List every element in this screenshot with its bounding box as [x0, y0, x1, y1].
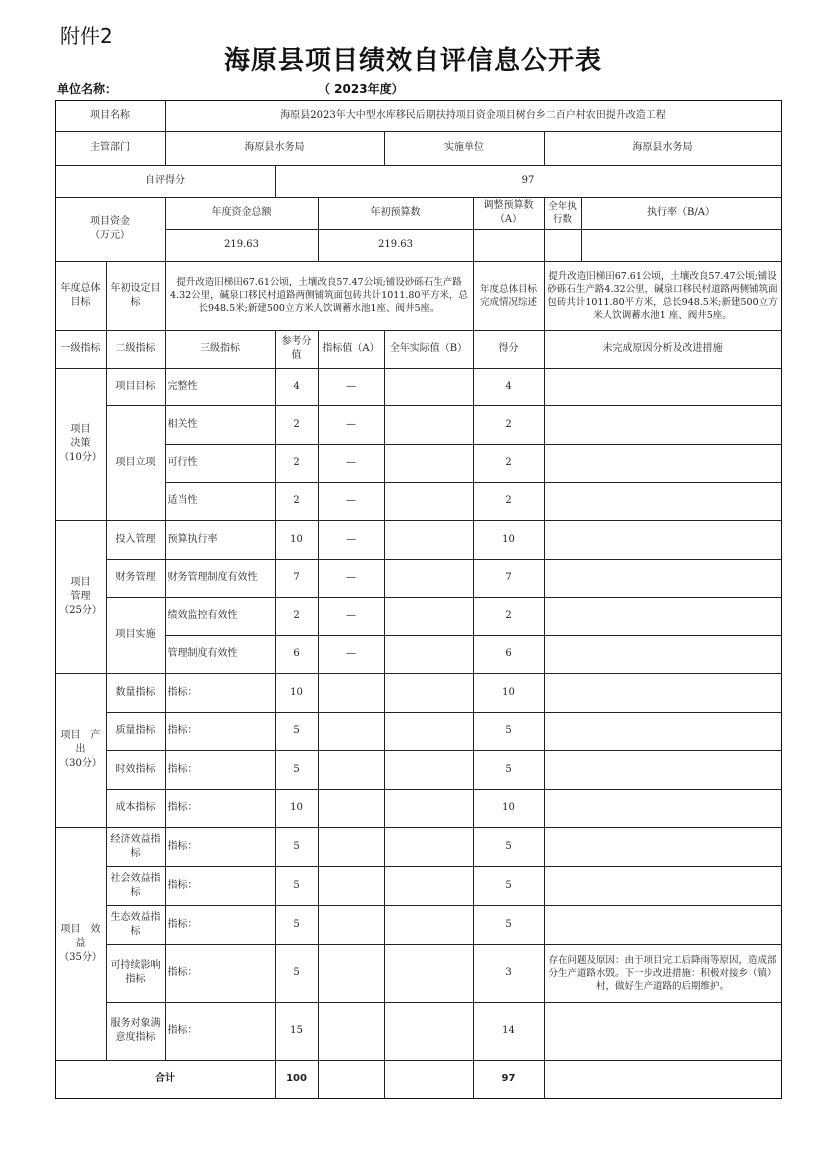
- funds-value: [544, 229, 582, 262]
- level2-indicator: 可持续影响指标: [106, 944, 166, 1003]
- indicator-header: 三级指标: [165, 330, 276, 369]
- score: 2: [473, 482, 545, 521]
- dept-label: 主管部门: [55, 131, 166, 166]
- goal-summary-text: 提升改造旧梯田67.61公顷，土壤改良57.47公顷;铺设砂砾石生产路4.32公里，碱泉口移民村道路两侧铺筑面包砖共计1011.80平方米，总长948.5米;新建500立方米人饮调蓄水池1 座、阀井5座。: [544, 261, 782, 331]
- target-value: —: [318, 635, 385, 674]
- reference-score: 5: [275, 866, 319, 906]
- indicator-header: 得分: [473, 330, 545, 369]
- target-value: —: [318, 482, 385, 521]
- page-title: 海原县项目绩效自评信息公开表: [223, 46, 602, 76]
- level3-indicator: 指标：: [165, 1002, 276, 1061]
- funds-header: 年初预算数: [318, 197, 474, 230]
- target-value: [318, 905, 385, 945]
- project-name-value: 海原县2023年大中型水库移民后期扶持项目资金项目树台乡二百户村农田提升改造工程: [165, 100, 782, 132]
- level1-indicator: 项目 管理 （25分）: [55, 520, 107, 674]
- improvement-note: [544, 597, 782, 636]
- actual-value: [384, 827, 474, 867]
- total-score: 97: [473, 1060, 545, 1099]
- improvement-note: [544, 712, 782, 751]
- score: 5: [473, 866, 545, 906]
- level2-indicator: 生态效益指标: [106, 905, 166, 945]
- score: 2: [473, 405, 545, 445]
- improvement-note: [544, 673, 782, 713]
- target-value: [318, 673, 385, 713]
- target-value: —: [318, 405, 385, 445]
- reference-score: 6: [275, 635, 319, 674]
- improvement-note: [544, 559, 782, 598]
- indicator-header: 全年实际值（B）: [384, 330, 474, 369]
- score: 10: [473, 520, 545, 560]
- level2-indicator: 经济效益指标: [106, 827, 166, 867]
- target-value: —: [318, 444, 385, 483]
- project-name-label: 项目名称: [55, 100, 166, 132]
- actual-value: [384, 944, 474, 1003]
- reference-score: 2: [275, 482, 319, 521]
- level3-indicator: 预算执行率: [165, 520, 276, 560]
- funds-header: 全年执行数: [544, 197, 582, 230]
- indicator-header: 参考分值: [275, 330, 319, 369]
- reference-score: 2: [275, 444, 319, 483]
- score: 5: [473, 750, 545, 790]
- reference-score: 5: [275, 750, 319, 790]
- funds-header: 执行率（B/A）: [581, 197, 782, 230]
- funds-header: 调整预算数（A）: [473, 197, 545, 230]
- level2-indicator: 服务对象满意度指标: [106, 1002, 166, 1061]
- actual-value: [384, 482, 474, 521]
- improvement-note: [544, 905, 782, 945]
- level1-indicator: 项目 效 益 （35分）: [55, 827, 107, 1061]
- improvement-note: [544, 405, 782, 445]
- funds-label: 项目资金 （万元）: [55, 197, 166, 262]
- level3-indicator: 管理制度有效性: [165, 635, 276, 674]
- actual-value: [384, 1002, 474, 1061]
- reference-score: 15: [275, 1002, 319, 1061]
- level2-indicator: 项目实施: [106, 597, 166, 674]
- target-value: —: [318, 368, 385, 406]
- reference-score: 5: [275, 905, 319, 945]
- improvement-note: [544, 827, 782, 867]
- self-score-value: 97: [275, 165, 782, 198]
- actual-value: [384, 789, 474, 828]
- target-value: [318, 789, 385, 828]
- level2-indicator: 社会效益指标: [106, 866, 166, 906]
- level3-indicator: 可行性: [165, 444, 276, 483]
- reference-score: 10: [275, 673, 319, 713]
- indicator-header: 指标值（A）: [318, 330, 385, 369]
- reference-score: 5: [275, 827, 319, 867]
- actual-value: [384, 368, 474, 406]
- score: 5: [473, 712, 545, 751]
- actual-value: [384, 635, 474, 674]
- improvement-note: [544, 750, 782, 790]
- total-note: [544, 1060, 782, 1099]
- level3-indicator: 完整性: [165, 368, 276, 406]
- indicator-header: 一级指标: [55, 330, 107, 369]
- score: 6: [473, 635, 545, 674]
- target-value: [318, 866, 385, 906]
- level3-indicator: 指标：: [165, 750, 276, 790]
- impl-label: 实施单位: [384, 131, 545, 166]
- improvement-note: [544, 444, 782, 483]
- score: 10: [473, 673, 545, 713]
- funds-value: [581, 229, 782, 262]
- level3-indicator: 指标：: [165, 789, 276, 828]
- total-target: [318, 1060, 385, 1099]
- level2-indicator: 质量指标: [106, 712, 166, 751]
- reference-score: 10: [275, 789, 319, 828]
- level2-indicator: 项目立项: [106, 405, 166, 521]
- level3-indicator: 相关性: [165, 405, 276, 445]
- year-label: （ 2023年度）: [318, 82, 404, 96]
- level2-indicator: 投入管理: [106, 520, 166, 560]
- level3-indicator: 指标：: [165, 866, 276, 906]
- improvement-note: [544, 368, 782, 406]
- indicator-header: 二级指标: [106, 330, 166, 369]
- level3-indicator: 指标：: [165, 827, 276, 867]
- target-value: [318, 944, 385, 1003]
- score: 2: [473, 597, 545, 636]
- level2-indicator: 财务管理: [106, 559, 166, 598]
- funds-value: 219.63: [165, 229, 319, 262]
- initial-goal-text: 提升改造旧梯田67.61公顷，土壤改良57.47公顷;铺设砂砾石生产路4.32公里，碱泉口移民村道路两侧铺筑面包砖共计1011.80平方米，总长948.5米;新建500立方米人饮调蓄水池1座、阀井5座。: [165, 261, 474, 331]
- dept-value: 海原县水务局: [165, 131, 385, 166]
- score: 4: [473, 368, 545, 406]
- level2-indicator: 成本指标: [106, 789, 166, 828]
- level3-indicator: 指标：: [165, 905, 276, 945]
- target-value: —: [318, 559, 385, 598]
- improvement-note: [544, 866, 782, 906]
- reference-score: 5: [275, 944, 319, 1003]
- improvement-note: [544, 520, 782, 560]
- total-label: 合计: [55, 1060, 276, 1099]
- level2-indicator: 数量指标: [106, 673, 166, 713]
- funds-value: [473, 229, 545, 262]
- target-value: —: [318, 520, 385, 560]
- improvement-note: [544, 1002, 782, 1061]
- score: 3: [473, 944, 545, 1003]
- attachment-label: 附件2: [60, 24, 113, 48]
- unit-name-label: 单位名称：: [57, 82, 118, 96]
- level3-indicator: 绩效监控有效性: [165, 597, 276, 636]
- initial-goal-label: 年初设定目标: [106, 261, 166, 331]
- target-value: [318, 750, 385, 790]
- actual-value: [384, 444, 474, 483]
- self-score-label: 自评得分: [55, 165, 276, 198]
- level2-indicator: 项目目标: [106, 368, 166, 406]
- goal-summary-label: 年度总体目标完成情况综述: [473, 261, 545, 331]
- reference-score: 10: [275, 520, 319, 560]
- actual-value: [384, 750, 474, 790]
- level2-indicator: 时效指标: [106, 750, 166, 790]
- reference-score: 4: [275, 368, 319, 406]
- actual-value: [384, 405, 474, 445]
- score: 2: [473, 444, 545, 483]
- total-actual: [384, 1060, 474, 1099]
- target-value: [318, 827, 385, 867]
- reference-score: 2: [275, 597, 319, 636]
- reference-score: 5: [275, 712, 319, 751]
- improvement-note: 存在问题及原因：由于项目完工后降雨等原因，造成部分生产道路水毁。下一步改进措施：积极对接乡（镇）村，做好生产道路的后期维护。: [544, 944, 782, 1003]
- impl-value: 海原县水务局: [544, 131, 782, 166]
- score: 14: [473, 1002, 545, 1061]
- reference-score: 2: [275, 405, 319, 445]
- funds-header: 年度资金总额: [165, 197, 319, 230]
- actual-value: [384, 866, 474, 906]
- level3-indicator: 指标：: [165, 712, 276, 751]
- score: 7: [473, 559, 545, 598]
- total-reference: 100: [275, 1060, 319, 1099]
- annual-goal-label: 年度总体目标: [55, 261, 107, 331]
- level1-indicator: 项目 产 出 （30分）: [55, 673, 107, 828]
- level3-indicator: 适当性: [165, 482, 276, 521]
- target-value: [318, 1002, 385, 1061]
- actual-value: [384, 905, 474, 945]
- improvement-note: [544, 635, 782, 674]
- funds-value: 219.63: [318, 229, 474, 262]
- improvement-note: [544, 482, 782, 521]
- target-value: [318, 712, 385, 751]
- score: 5: [473, 905, 545, 945]
- score: 5: [473, 827, 545, 867]
- score: 10: [473, 789, 545, 828]
- level3-indicator: 指标：: [165, 673, 276, 713]
- actual-value: [384, 597, 474, 636]
- actual-value: [384, 520, 474, 560]
- indicator-header: 未完成原因分析及改进措施: [544, 330, 782, 369]
- level1-indicator: 项目 决策 （10分）: [55, 368, 107, 521]
- level3-indicator: 指标：: [165, 944, 276, 1003]
- actual-value: [384, 559, 474, 598]
- improvement-note: [544, 789, 782, 828]
- level3-indicator: 财务管理制度有效性: [165, 559, 276, 598]
- actual-value: [384, 673, 474, 713]
- target-value: —: [318, 597, 385, 636]
- actual-value: [384, 712, 474, 751]
- reference-score: 7: [275, 559, 319, 598]
